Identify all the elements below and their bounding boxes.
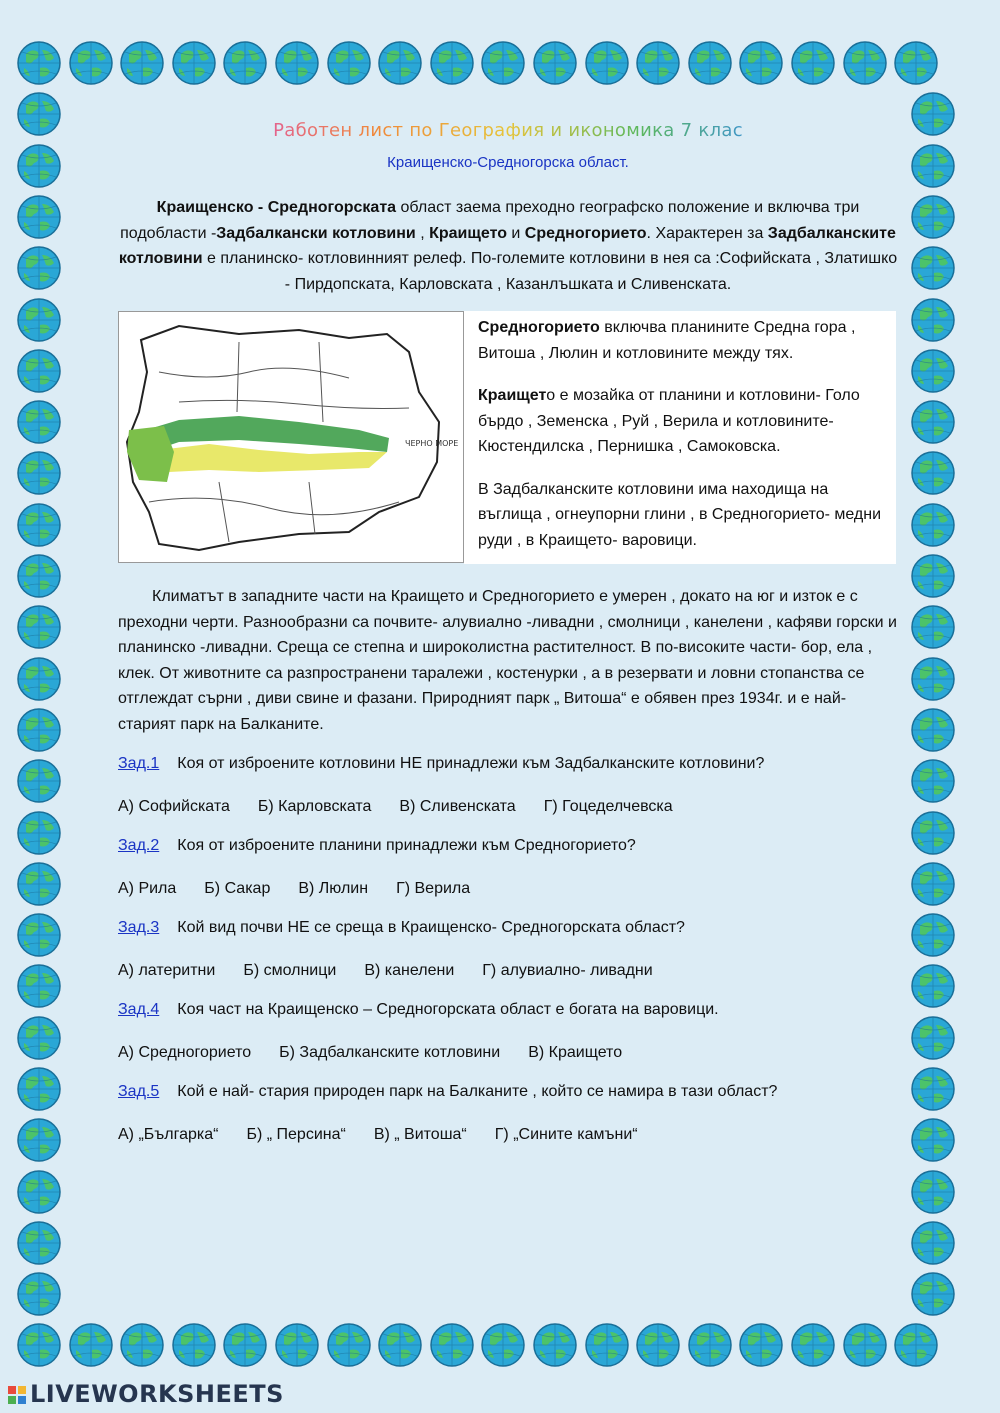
globe-icon <box>910 758 956 804</box>
task-options <box>118 958 898 984</box>
task-question <box>118 997 898 1023</box>
task-question-text: Коя от изброените котловини НЕ принадлежи към Задбалканските котловини? <box>177 755 765 772</box>
answer-option[interactable]: Б) Задбалканските котловини <box>279 1043 501 1061</box>
intro-bold-3: Средногорието <box>524 224 647 242</box>
globe-icon <box>377 1322 423 1368</box>
globe-icon <box>326 40 372 86</box>
side-paragraph <box>478 315 894 366</box>
worksheet-content <box>118 112 898 1147</box>
globe-icon <box>16 1015 62 1061</box>
side-text-2: В Задбалканските котловини има находища на въглища , огнеупорни глини , в Средногорието- медни руди , в Краището- варовици. <box>478 480 882 549</box>
globe-icon <box>584 1322 630 1368</box>
globe-icon <box>790 1322 836 1368</box>
answer-option[interactable]: Г) алувиално- ливадни <box>482 961 653 979</box>
task-options <box>118 1040 898 1066</box>
climate-paragraph: Климатът в западните части на Краището и Средногорието е умерен , докато на юг и изток е с преходни черти. Разнообразни са почвите- алувиално -ливадни , смолници , канелени , кафяви горски и планинско -ливадни. Среща се степна и широколистна растителност. В по-високите части- бор, ела , клек. От животните са разпространени таралежи , костенурки , а в резервати и ловни стопанства се отглеждат сърни , диви свине и фазани. Природният парк „ Витоша“ е обявен през 1934г. и е най- старият парк на Балканите. <box>118 588 897 733</box>
side-paragraph <box>478 383 894 460</box>
globe-icon <box>16 604 62 650</box>
globe-icon <box>16 912 62 958</box>
answer-option[interactable]: А) латеритни <box>118 961 216 979</box>
globe-icon <box>16 1322 62 1368</box>
answer-option[interactable]: Б) „ Персина“ <box>246 1125 346 1143</box>
map-row <box>118 311 898 564</box>
intro-bold-1: Задбалкански котловини <box>216 224 416 242</box>
bulgaria-map <box>118 311 464 563</box>
globe-icon <box>738 40 784 86</box>
globe-icon <box>119 40 165 86</box>
side-bold-1: Краищет <box>478 387 547 404</box>
task-question <box>118 915 898 941</box>
answer-option[interactable]: Б) Карловската <box>257 797 372 815</box>
globe-icon <box>910 91 956 137</box>
globe-icon <box>16 91 62 137</box>
task-options <box>118 1122 898 1148</box>
globe-icon <box>910 245 956 291</box>
globe-icon <box>738 1322 784 1368</box>
globe-icon <box>16 1117 62 1163</box>
globe-icon <box>790 40 836 86</box>
globe-icon <box>16 707 62 753</box>
answer-option[interactable]: Б) Сакар <box>204 879 271 897</box>
globe-icon <box>16 810 62 856</box>
globe-icon <box>16 1066 62 1112</box>
answer-option[interactable]: В) „ Витоша“ <box>373 1125 467 1143</box>
globe-icon <box>16 399 62 445</box>
globe-icon <box>222 40 268 86</box>
answer-option[interactable]: Г) „Сините камъни“ <box>494 1125 638 1143</box>
answer-option[interactable]: А) Софийската <box>118 797 230 815</box>
task-options <box>118 876 898 902</box>
globe-icon <box>910 553 956 599</box>
globe-icon <box>16 758 62 804</box>
globe-icon <box>274 1322 320 1368</box>
globe-icon <box>635 40 681 86</box>
answer-option[interactable]: В) канелени <box>364 961 455 979</box>
globe-icon <box>16 40 62 86</box>
globe-icon <box>910 656 956 702</box>
intro-bold-4: Задбалканските котловини <box>118 224 896 267</box>
globe-icon <box>16 1220 62 1266</box>
globe-icon <box>16 656 62 702</box>
globe-icon <box>910 707 956 753</box>
globe-icon <box>910 912 956 958</box>
globe-icon <box>584 40 630 86</box>
liveworksheets-logo[interactable] <box>8 1380 284 1408</box>
globe-icon <box>910 1169 956 1215</box>
globe-icon <box>532 1322 578 1368</box>
answer-option[interactable]: А) „Българка“ <box>118 1125 219 1143</box>
side-text-1: о е мозайка от планини и котловини- Голо бърдо , Земенска , Руй , Верила и котловините- Кюстендилска , Пернишка , Самоковска. <box>478 387 860 455</box>
page-subtitle: Краищенско-Средногорска област. <box>387 153 629 171</box>
globe-icon <box>429 1322 475 1368</box>
side-bold-0: Средногорието <box>478 319 600 336</box>
globe-icon <box>687 40 733 86</box>
map-graphic <box>119 312 463 562</box>
globe-icon <box>910 604 956 650</box>
globe-icon <box>910 963 956 1009</box>
globe-icon <box>910 194 956 240</box>
task-link[interactable]: Зад.5 <box>118 1083 160 1100</box>
task-options <box>118 794 898 820</box>
globe-icon <box>893 40 939 86</box>
task-list <box>118 751 898 1147</box>
task-link[interactable]: Зад.4 <box>118 1001 160 1018</box>
globe-icon <box>893 1322 939 1368</box>
globe-icon <box>222 1322 268 1368</box>
globe-icon <box>687 1322 733 1368</box>
globe-icon <box>429 40 475 86</box>
answer-option[interactable]: В) Люлин <box>298 879 369 897</box>
task-link[interactable]: Зад.2 <box>118 837 160 854</box>
globe-icon <box>910 1066 956 1112</box>
globe-icon <box>16 245 62 291</box>
globe-icon <box>910 399 956 445</box>
globe-icon <box>119 1322 165 1368</box>
side-text-0: включва планините Средна гора , Витоша , Люлин и котловините между тях. <box>478 319 856 362</box>
globe-icon <box>910 1271 956 1317</box>
globe-icon <box>171 1322 217 1368</box>
answer-option[interactable]: А) Средногорието <box>118 1043 252 1061</box>
intro-paragraph <box>118 195 898 297</box>
globe-icon <box>480 40 526 86</box>
globe-icon <box>16 194 62 240</box>
globe-icon <box>910 450 956 496</box>
task-question-text: Кой вид почви НЕ се среща в Краищенско- Средногорската област? <box>177 919 685 936</box>
logo-text: LIVEWORKSHEETS <box>30 1380 284 1408</box>
logo-icon <box>8 1386 26 1404</box>
globe-icon <box>910 810 956 856</box>
globe-icon <box>842 40 888 86</box>
answer-option[interactable]: В) Краището <box>528 1043 623 1061</box>
globe-icon <box>910 143 956 189</box>
task-question <box>118 1079 898 1105</box>
intro-text-2: и <box>506 224 525 242</box>
task-link[interactable]: Зад.1 <box>118 755 160 772</box>
globe-icon <box>635 1322 681 1368</box>
globe-icon <box>377 40 423 86</box>
answer-option[interactable]: Б) смолници <box>243 961 337 979</box>
globe-icon <box>16 348 62 394</box>
globe-icon <box>910 1015 956 1061</box>
intro-text-4: е планинско- котловинният релеф. По-големите котловини в нея са :Софийската , Златишко - Пирдопската, Карловската , Казанлъшката и Сливенската. <box>202 250 898 293</box>
task-question <box>118 751 898 777</box>
globe-icon <box>16 963 62 1009</box>
globe-icon <box>171 40 217 86</box>
globe-icon <box>910 502 956 548</box>
globe-icon <box>274 40 320 86</box>
globe-icon <box>16 297 62 343</box>
globe-icon <box>910 1220 956 1266</box>
globe-icon <box>910 297 956 343</box>
page-title: Работен лист по География и икономика 7 клас <box>118 118 898 144</box>
globe-icon <box>910 861 956 907</box>
answer-option[interactable]: Г) Верила <box>396 879 471 897</box>
globe-icon <box>16 1271 62 1317</box>
intro-bold-2: Краището <box>429 224 507 242</box>
globe-icon <box>910 348 956 394</box>
task-question-text: Коя част на Краищенско – Средногорската област е богата на варовици. <box>177 1001 719 1018</box>
intro-text-1: , <box>415 224 430 242</box>
answer-option[interactable]: В) Сливенската <box>399 797 516 815</box>
task-question <box>118 833 898 859</box>
globe-icon <box>16 553 62 599</box>
globe-icon <box>532 40 578 86</box>
side-paragraph <box>478 477 894 554</box>
globe-icon <box>16 1169 62 1215</box>
globe-icon <box>16 861 62 907</box>
map-side-text <box>464 311 896 564</box>
answer-option[interactable]: Г) Гоцеделчевска <box>543 797 673 815</box>
globe-icon <box>326 1322 372 1368</box>
globe-icon <box>16 143 62 189</box>
globe-icon <box>480 1322 526 1368</box>
globe-icon <box>910 1117 956 1163</box>
intro-text-3: . Характерен за <box>646 224 768 242</box>
globe-icon <box>68 40 114 86</box>
task-link[interactable]: Зад.3 <box>118 919 160 936</box>
answer-option[interactable]: А) Рила <box>118 879 177 897</box>
task-question-text: Кой е най- стария природен парк на Балканите , който се намира в тази област? <box>177 1083 778 1100</box>
globe-icon <box>842 1322 888 1368</box>
intro-bold-0: Краищенско - Средногорската <box>156 199 397 216</box>
task-question-text: Коя от изброените планини принадлежи към Средногорието? <box>177 837 636 854</box>
intro-text-0: област заема преходно географско положение и включва три подобласти - <box>120 199 860 242</box>
globe-icon <box>68 1322 114 1368</box>
globe-icon <box>16 502 62 548</box>
globe-icon <box>16 450 62 496</box>
sea-label: ЧЕРНО МОРЕ <box>405 439 459 448</box>
